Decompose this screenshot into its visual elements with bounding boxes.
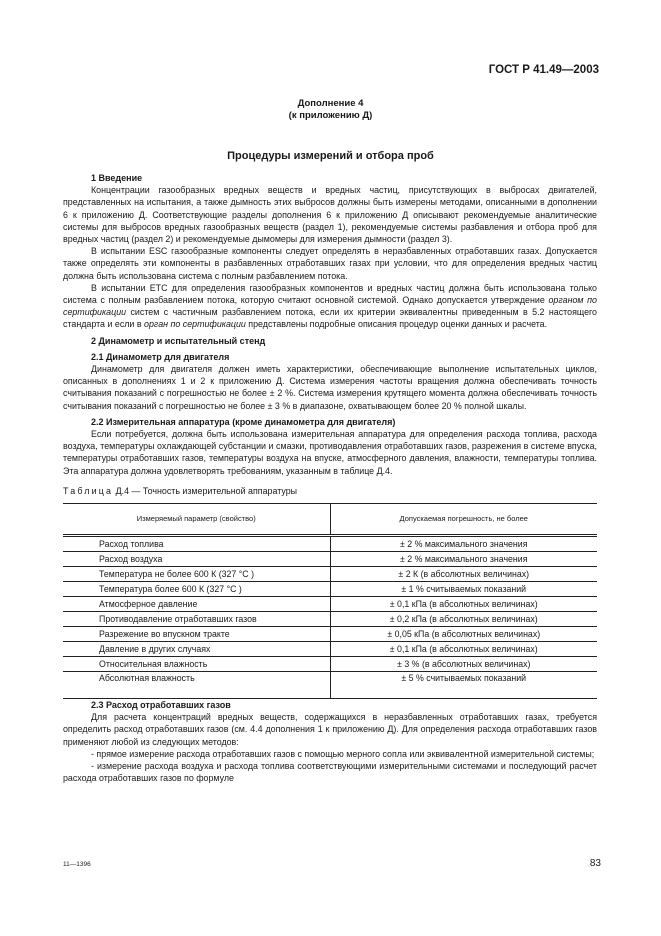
text: представлены подробные описания процедур оценки данных и расчета. bbox=[245, 319, 548, 330]
standard-designation: ГОСТ Р 41.49—2003 bbox=[488, 64, 599, 76]
table-row bbox=[63, 672, 597, 699]
document-title: Процедуры измерений и отбора проб bbox=[227, 150, 434, 162]
caption-label: Таблица bbox=[63, 485, 114, 496]
parameter-cell: Абсолютная влажность bbox=[63, 672, 330, 699]
table-row bbox=[63, 612, 597, 627]
accuracy-table bbox=[63, 503, 597, 699]
table-row bbox=[63, 597, 597, 612]
tolerance-cell: ± 2 % максимального значения bbox=[330, 552, 597, 567]
column-header: Допускаемая погрешность, не более bbox=[330, 504, 597, 536]
section-2-heading: 2 Динамометр и испытательный стенд bbox=[91, 335, 266, 346]
table-row bbox=[63, 552, 597, 567]
table-row bbox=[63, 567, 597, 582]
table-caption bbox=[63, 485, 597, 497]
emphasis-term: орган по сертификации bbox=[144, 319, 246, 330]
document-body bbox=[63, 172, 597, 785]
print-code: 11—1396 bbox=[63, 861, 91, 868]
parameter-cell: Давление в других случаях bbox=[63, 642, 330, 657]
parameter-cell: Расход топлива bbox=[63, 536, 330, 552]
section-2-2-heading: 2.2 Измерительная аппаратура (кроме динамометра для двигателя) bbox=[91, 416, 396, 427]
list-item: - прямое измерение расхода отработавших газов с помощью мерного сопла или эквивалентной измерительной системы; bbox=[91, 748, 595, 759]
tolerance-cell: ± 1 % считываемых показаний bbox=[330, 582, 597, 597]
parameter-cell: Разрежение во впускном тракте bbox=[63, 627, 330, 642]
paragraph: Концентрации газообразных вредных веществ и вредных частиц, присутствующих в выбросах двигателей, представленных на испытания, а также дымность этих выбросов должны быть измерены методами, описанными в дополнении 6 к приложению Д. Соответствующие разделы дополнения 6 к приложению Д описывают рекомендуемые аналитические системы для выбросов вредных газообразных веществ (раздел 1), рекомендуемые системы разбавления и отбора проб для вредных частиц (раздел 2) и рекомендуемые дымомеры для измерения дымности (раздел 3). bbox=[63, 185, 597, 245]
paragraph: В испытании ESC газообразные компоненты следует определять в неразбавленных отработавших газах. Допускается также определять эти компоненты в разбавленных отработавших газах при условии, что для определения вредных частиц должна быть использована система с полным разбавлением потока. bbox=[63, 246, 597, 281]
section-2-3-heading: 2.3 Расход отработавших газов bbox=[91, 700, 231, 711]
column-header: Измеряемый параметр (свойство) bbox=[63, 504, 330, 536]
tolerance-cell: ± 0,1 кПа (в абсолютных величинах) bbox=[330, 597, 597, 612]
tolerance-cell: ± 3 % (в абсолютных величинах) bbox=[330, 657, 597, 672]
text: систем с частичным разбавлением потока, если их критерии эквивалентны приведенным в 5.2 настоящего стандарта и если в bbox=[63, 307, 597, 330]
tolerance-cell: ± 5 % считываемых показаний bbox=[330, 672, 597, 699]
tolerance-cell: ± 2 % максимального значения bbox=[330, 536, 597, 552]
table-header-row bbox=[63, 504, 597, 536]
tolerance-cell: ± 0,05 кПа (в абсолютных величинах) bbox=[330, 627, 597, 642]
annex-heading bbox=[0, 98, 661, 122]
paragraph: Для расчета концентраций вредных веществ, содержащихся в неразбавленных отработавших газах, требуется определить расход отработавших газов (см. 4.4 дополнения 1 к приложению Д). Для определения расхода отработавших газов применяют любой из следующих методов: bbox=[63, 712, 597, 747]
caption-text: Д.4 — Точность измерительной аппаратуры bbox=[113, 485, 298, 496]
table-row bbox=[63, 657, 597, 672]
paragraph bbox=[63, 282, 597, 331]
section-1-heading: 1 Введение bbox=[91, 173, 143, 183]
page-number: 83 bbox=[589, 858, 601, 869]
parameter-cell: Температура не более 600 К (327 °С ) bbox=[63, 567, 330, 582]
table-row bbox=[63, 627, 597, 642]
table-row bbox=[63, 536, 597, 552]
annex-title: Дополнение 4 bbox=[297, 98, 364, 109]
tolerance-cell: ± 0,1 кПа (в абсолютных величинах) bbox=[330, 642, 597, 657]
annex-subtitle: (к приложению Д) bbox=[288, 110, 373, 121]
emphasis-term: органом по сертификации bbox=[63, 295, 597, 318]
paragraph: Если потребуется, должна быть использована измерительная аппаратура для определения расхода топлива, расхода воздуха, температуры охлаждающей субстанции и смазки, противодавления отработавших газов, разрежения в системе впуска, температуры отработавших газов, температуры воздуха на впуске, атмосферного давления, влажности, температуры топлива. Эта аппаратура должна удовлетворять требованиям, указанным в таблице Д.4. bbox=[63, 429, 597, 476]
text: В испытании ETC для определения газообразных компонентов и вредных частиц должна быть использована только система с полным разбавлением потока, которую считают основной системой. Однако допускается утверждение bbox=[63, 282, 597, 306]
parameter-cell: Противодавление отработавших газов bbox=[63, 612, 330, 627]
parameter-cell: Атмосферное давление bbox=[63, 597, 330, 612]
table-row bbox=[63, 642, 597, 657]
section-2-1-heading: 2.1 Динамометр для двигателя bbox=[91, 351, 230, 362]
parameter-cell: Расход воздуха bbox=[63, 552, 330, 567]
parameter-cell: Температура более 600 К (327 °С ) bbox=[63, 582, 330, 597]
list-item: - измерение расхода воздуха и расхода топлива соответствующими измерительными системами и последующий расчет расхода отработавших газов по формуле bbox=[63, 761, 597, 784]
table-row bbox=[63, 582, 597, 597]
tolerance-cell: ± 0,2 кПа (в абсолютных величинах) bbox=[330, 612, 597, 627]
tolerance-cell: ± 2 К (в абсолютных величинах) bbox=[330, 567, 597, 582]
paragraph: Динамометр для двигателя должен иметь характеристики, обеспечивающие выполнение испытательных циклов, описанных в дополнениях 1 и 2 к приложению Д. Система измерения частоты вращения должна обеспечивать точность считывания показаний с погрешностью не более ± 2 %. Система измерения крутящего момента должна обеспечивать точность считывания показаний с погрешностью не более ± 3 % в диапазоне, охватывающем более 20 % полной шкалы. bbox=[63, 364, 597, 411]
parameter-cell: Относительная влажность bbox=[63, 657, 330, 672]
